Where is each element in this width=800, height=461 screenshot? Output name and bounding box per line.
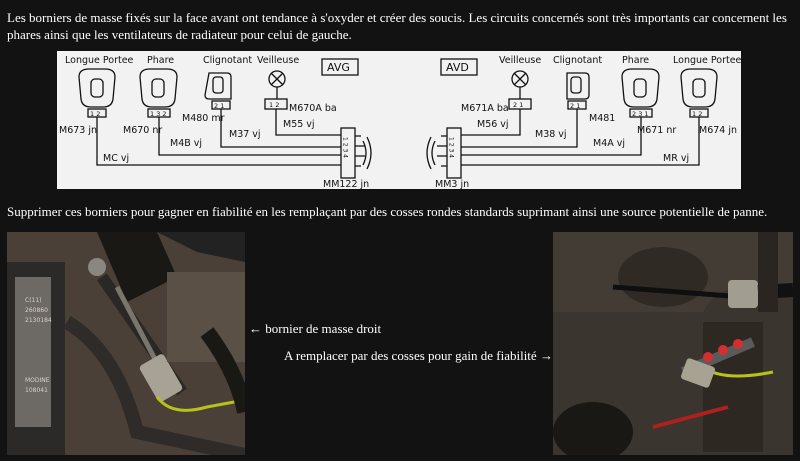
photo-box-text-5: 108041 bbox=[25, 387, 48, 394]
replace-paragraph: Supprimer ces borniers pour gagner en fiabilité en les remplaçant par des cosses rondes standards suprimant ainsi une source potentielle de panne. bbox=[7, 204, 768, 219]
label-m670: M670 nr bbox=[123, 125, 163, 136]
label-m671: M671 nr bbox=[637, 125, 677, 136]
caption-remplacer: A remplacer par des cosses pour gain de fiabilité → bbox=[284, 348, 553, 363]
terminal-numbers-right: 1 2 3 4 bbox=[447, 137, 455, 158]
label-m55: M55 vj bbox=[283, 119, 315, 130]
label-mc: MC vj bbox=[103, 153, 130, 164]
label-m481: M481 bbox=[589, 113, 616, 124]
pin-veilleuse-right: 2 1 bbox=[513, 101, 524, 109]
photo-box-text-3: 2130184 bbox=[25, 317, 52, 324]
pin-phare-right: 2 3 1 bbox=[632, 110, 649, 118]
label-mm122: MM122 jn bbox=[323, 179, 370, 189]
pin-phare-left: 1 3 2 bbox=[150, 110, 167, 118]
label-phare-right: Phare bbox=[622, 55, 650, 66]
photo-right-ground-terminal bbox=[7, 232, 245, 455]
label-m480: M480 mr bbox=[182, 113, 225, 124]
label-m4b: M4B vj bbox=[170, 138, 203, 149]
label-veilleuse-right: Veilleuse bbox=[499, 55, 542, 66]
terminal-numbers-left: 1 2 3 4 bbox=[341, 137, 349, 158]
pin-longue-portee-left: 1 2 bbox=[90, 110, 101, 118]
photo-left-ground-terminal bbox=[553, 232, 793, 455]
label-m671a: M671A ba bbox=[461, 103, 509, 114]
label-longue-portee-left: Longue Portee bbox=[65, 55, 134, 66]
label-m674: M674 jn bbox=[699, 125, 738, 136]
label-mr: MR vj bbox=[663, 153, 690, 164]
label-clignotant-left: Clignotant bbox=[203, 55, 253, 66]
label-m37: M37 vj bbox=[229, 129, 261, 140]
caption-bornier-droit: ← bornier de masse droit bbox=[249, 321, 382, 336]
tag-avg: AVG bbox=[327, 61, 350, 74]
tag-avd: AVD bbox=[446, 61, 469, 74]
label-longue-portee-right: Longue Portee bbox=[673, 55, 741, 66]
pin-clignotant-left: 2 1 bbox=[214, 102, 225, 110]
pin-veilleuse-left: 1 2 bbox=[269, 101, 280, 109]
label-m56: M56 vj bbox=[477, 119, 509, 130]
label-veilleuse-left: Veilleuse bbox=[257, 55, 300, 66]
photo-box-text-4: MODINE bbox=[25, 377, 50, 384]
label-m4a: M4A vj bbox=[593, 138, 626, 149]
pin-longue-portee-right: 1 2 bbox=[692, 110, 703, 118]
label-m38: M38 vj bbox=[535, 129, 567, 140]
wiring-diagram bbox=[57, 51, 741, 189]
label-clignotant-right: Clignotant bbox=[553, 55, 603, 66]
label-m673: M673 jn bbox=[59, 125, 98, 136]
label-m670a: M670A ba bbox=[289, 103, 337, 114]
label-mm3: MM3 jn bbox=[435, 179, 470, 189]
photo-box-text-2: 260860 bbox=[25, 307, 48, 314]
pin-clignotant-right: 2 1 bbox=[570, 102, 581, 110]
label-phare-left: Phare bbox=[147, 55, 175, 66]
photo-box-text-1: C(11) bbox=[25, 297, 42, 304]
intro-paragraph: Les borniers de masse fixés sur la face avant ont tendance à s'oxyder et créer des soucis. Les circuits concernés sont très importants car concernent les phares ainsi que les ventilateurs de radiateur pour celui de gauche. bbox=[7, 10, 787, 42]
